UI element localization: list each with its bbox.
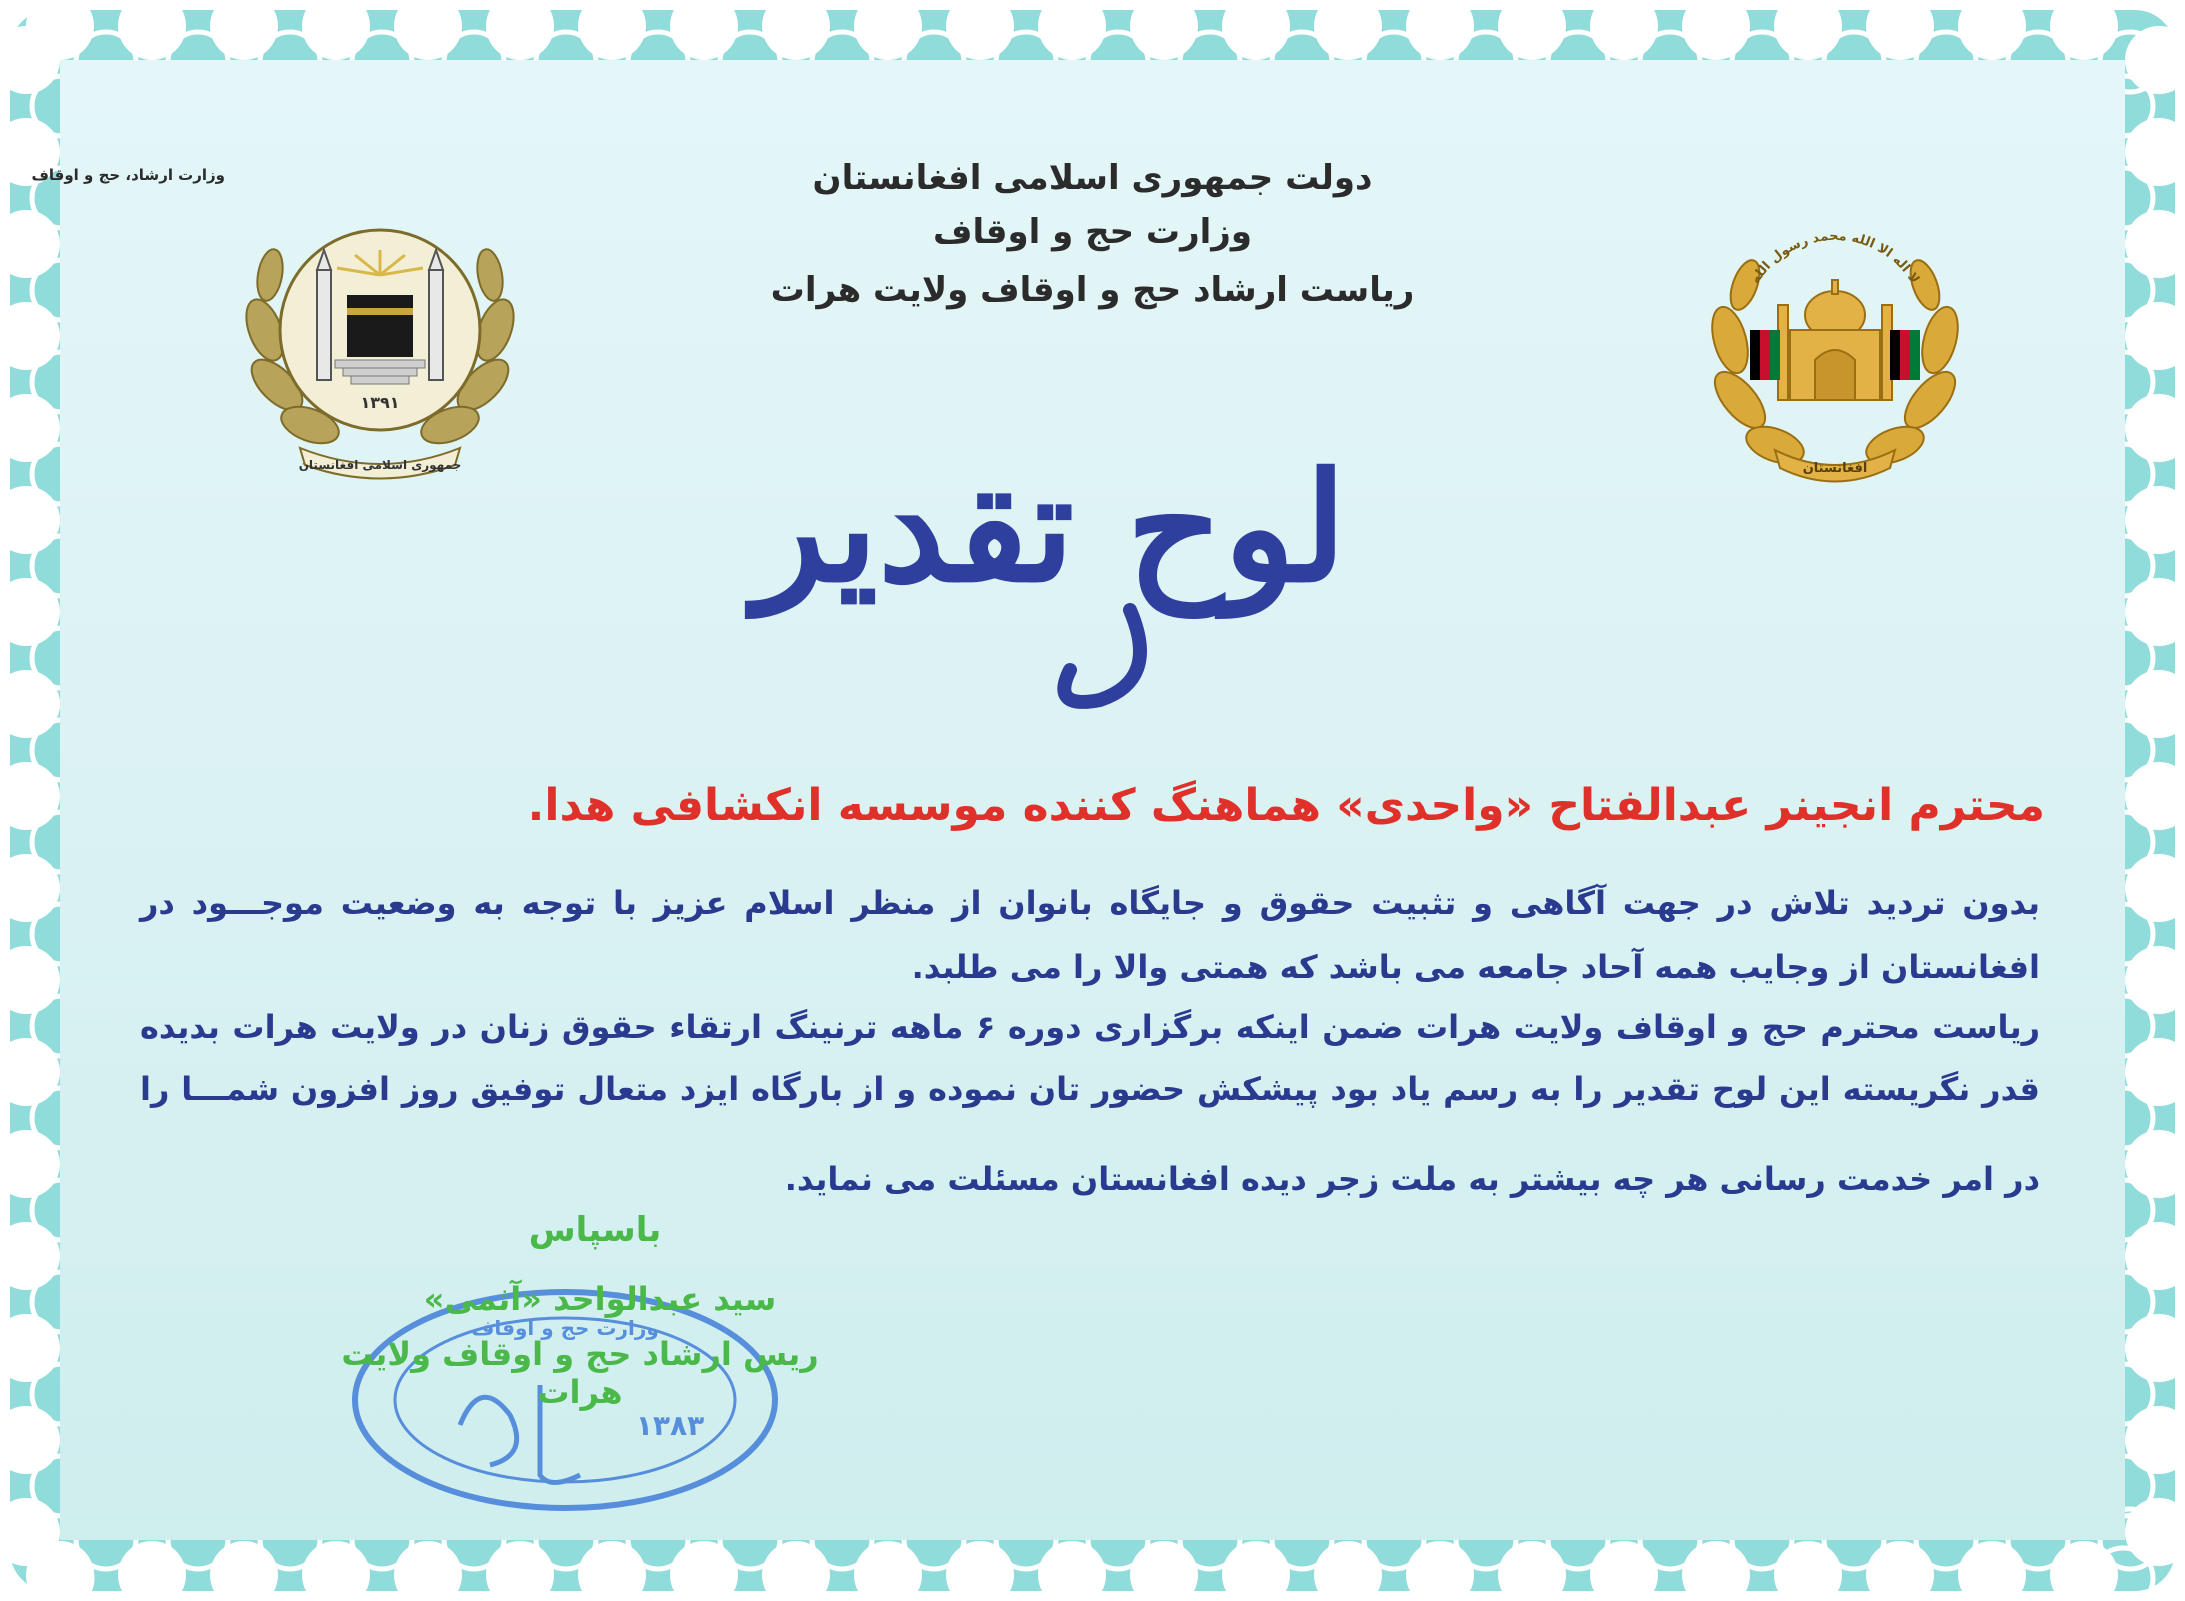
stamp-text: وزارت حج و اوقاف bbox=[471, 1316, 659, 1340]
emblem-shahada-text: لا اله الا الله محمد رسول الله bbox=[1748, 228, 1922, 287]
stamp-year: ۱۳۸۳ bbox=[635, 1409, 705, 1442]
emblem-ribbon-text: جمهوری اسلامی افغانستان bbox=[298, 458, 462, 472]
signatory-title: ریس ارشاد حج و اوقاف ولایت هرات bbox=[341, 1335, 819, 1411]
emblem-top-text: وزارت ارشاد، حج و اوقاف bbox=[31, 166, 225, 184]
signatory-name: سید عبدالواحد «آثمی» bbox=[423, 1280, 777, 1318]
title-calligraphy: لوح تقدیر bbox=[753, 440, 1347, 616]
header-line-directorate: ریاست ارشاد حج و اوقاف ولایت هرات bbox=[770, 270, 1415, 310]
header-line-ministry: وزارت حج و اوقاف bbox=[932, 212, 1253, 252]
kaaba-icon bbox=[347, 295, 413, 357]
body-text-line: بدون تردید تلاش در جهت آگاهی و تثبیت حقوق و جایگاه بانوان از منظر اسلام عزیز با توجه به وضعیت موجـــود در bbox=[140, 884, 2040, 922]
afghanistan-national-emblem bbox=[1690, 210, 1980, 500]
header-line-government: دولت جمهوری اسلامی افغانستان bbox=[812, 158, 1373, 198]
emblem-year: ۱۳۹۱ bbox=[360, 393, 400, 412]
signature-thanks: باسپاس bbox=[528, 1210, 662, 1250]
recipient-line: محترم انجینر عبدالفتاح «واحدی» هماهنگ کننده موسسه انکشافی هدا. bbox=[527, 780, 2045, 831]
certificate-title bbox=[753, 380, 1347, 710]
emblem-ribbon-text: افغانستان bbox=[1802, 461, 1868, 476]
body-text-line: افغانستان از وجایب همه آحاد جامعه می باشد که همتی والا را می طلبد. bbox=[911, 948, 2040, 986]
body-text-line: قدر نگریسته این لوح تقدیر را به رسم یاد بود پیشکش حضور تان نموده و از بارگاه ایزد متعال توفیق روز افزون شمـــا را bbox=[140, 1070, 2040, 1108]
ministry-emblem bbox=[31, 166, 535, 480]
mosque-icon bbox=[1778, 280, 1892, 400]
calligraphy-flourish-icon bbox=[1064, 610, 1140, 702]
body-text-line: ریاست محترم حج و اوقاف ولایت هرات ضمن اینکه برگزاری دوره ۶ ماهه ترنینگ ارتقاء حقوق زنان در ولایت هرات بدیده bbox=[140, 1008, 2041, 1046]
body-text-line: در امر خدمت رسانی هر چه بیشتر به ملت زجر دیده افغانستان مسئلت می نماید. bbox=[784, 1160, 2040, 1198]
